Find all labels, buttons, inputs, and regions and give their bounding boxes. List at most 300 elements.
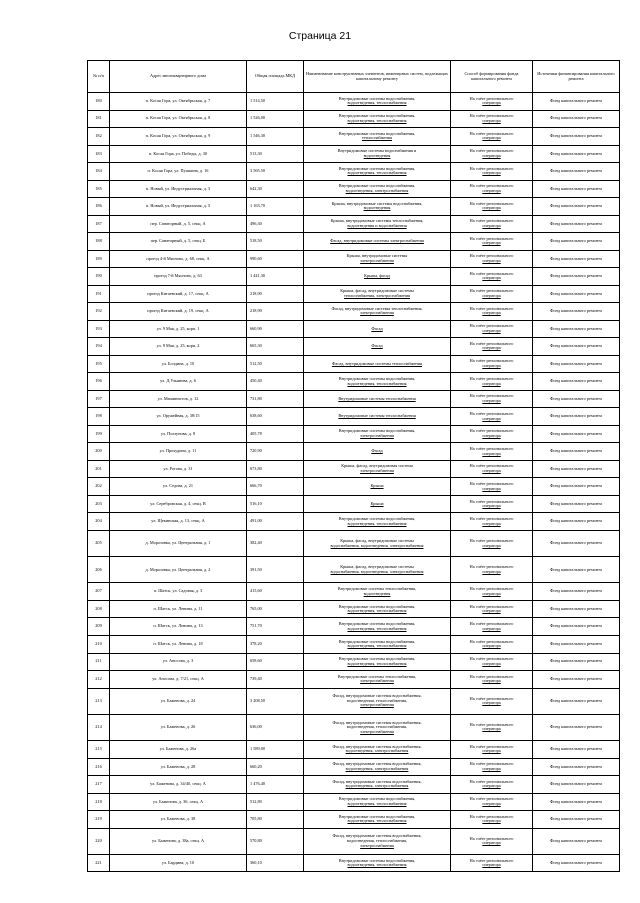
row-method [451,776,533,794]
row-method [451,268,533,286]
row-source: Фонд капитального ремонта [533,180,620,198]
row-number: 212 [88,671,110,689]
row-area: 660,20 [247,758,304,776]
row-number: 214 [88,714,110,740]
table-row [88,180,620,198]
works-line: Крыша, фасад, внутридомовые системы [340,537,414,543]
method-line: На счёте регионального [469,656,514,662]
row-number: 221 [88,854,110,872]
row-method [451,128,533,146]
table-row [88,268,620,286]
method-line: На счёте регионального [469,743,514,749]
row-source: Фонд капитального ремонта [533,776,620,794]
row-address: ул. Бардина, д. 10 [110,854,247,872]
method-line: оператора [482,135,501,141]
works-line: Фасад [371,325,383,331]
method-line: оператора [482,643,501,649]
row-address: п. Косая Гора, ул. Победы, д. 30 [110,145,247,163]
works-line: Внутридомовые системы водоснабжения, [338,375,416,381]
row-address: ул. Баженова, д. 34/40, секц. А [110,776,247,794]
method-line: На счёте регионального [469,638,514,644]
row-address: п. Новый, ул. Индустриальная, д. 5 [110,198,247,216]
row-number: 199 [88,425,110,443]
row-address: ул. Баженова, д. 24 [110,688,247,714]
works-line: водоотведения, теплоснабжения [347,100,407,106]
row-method [451,530,533,556]
row-number: 191 [88,285,110,303]
works-line: водоотведения, теплоснабжения [347,660,407,666]
works-line: Внутридомовые системы водоснабжения, [338,428,416,434]
method-line: На счёте регионального [469,393,514,399]
row-address: ул. Баженова, д. 38а, секц. А [110,828,247,854]
row-address: ул. Баженова, д. 26а [110,741,247,759]
row-method [451,303,533,321]
row-works [304,338,451,356]
row-works [304,828,451,854]
method-line: оператора [482,660,501,666]
row-works [304,163,451,181]
method-line: На счёте регионального [469,673,514,679]
row-area: 382,40 [247,530,304,556]
row-number: 195 [88,355,110,373]
works-line: теплоснабжения, электроснабжения [344,292,410,298]
row-number: 192 [88,303,110,321]
method-line: оператора [482,765,501,771]
method-line: оператора [482,398,501,404]
method-line: На счёте регионального [469,564,514,570]
row-works [304,110,451,128]
row-method [451,714,533,740]
table-row [88,408,620,426]
row-source: Фонд капитального ремонта [533,600,620,618]
row-source: Фонд капитального ремонта [533,557,620,583]
row-number: 193 [88,320,110,338]
method-line: На счёте регионального [469,375,514,381]
row-area: 1 526,00 [247,110,304,128]
row-area: 496,30 [247,215,304,233]
method-line: На счёте регионального [469,761,514,767]
row-method [451,408,533,426]
works-line: теплоснабжения [361,135,393,141]
row-area: 765,00 [247,600,304,618]
works-line: Внутридомовые системы теплоснабжения [338,413,416,419]
method-line: оператора [482,568,501,574]
row-source: Фонд капитального ремонта [533,671,620,689]
works-line: Внутридомовые системы водоснабжения и [337,148,417,154]
row-source: Фонд капитального ремонта [533,460,620,478]
row-source: Фонд капитального ремонта [533,93,620,111]
row-method [451,688,533,714]
row-works [304,557,451,583]
row-source: Фонд капитального ремонта [533,250,620,268]
row-number: 210 [88,636,110,654]
row-works [304,320,451,338]
works-line: водоотведения, электроснабжения [345,748,409,754]
table-row [88,793,620,811]
row-works [304,854,451,872]
row-works [304,688,451,714]
method-line: На счёте регионального [469,621,514,627]
works-line: водоотведения, теплоснабжения, [346,838,408,844]
row-works [304,443,451,461]
row-address: ул. 9 Мая, д. 25, корп. 1 [110,320,247,338]
method-line: оператора [482,222,501,228]
row-method [451,285,533,303]
row-address: ул. Щекинская, д. 13, секц. А [110,513,247,531]
row-source: Фонд капитального ремонта [533,443,620,461]
works-line: электроснабжения [360,257,394,263]
row-source: Фонд капитального ремонта [533,741,620,759]
row-works [304,583,451,601]
row-number: 203 [88,495,110,513]
works-line: электроснабжения [360,842,394,848]
works-line: Крыша [370,500,384,506]
row-method [451,828,533,854]
method-line: оператора [482,433,501,439]
method-line: оператора [482,170,501,176]
row-number: 220 [88,828,110,854]
row-number: 218 [88,793,110,811]
works-line: Внутридомовые системы водоснабжения, [338,656,416,662]
row-address: ул. Рогова, д. 31 [110,460,247,478]
row-method [451,741,533,759]
table-row [88,828,620,854]
table-row [88,811,620,829]
row-works [304,425,451,443]
row-method [451,180,533,198]
works-line: водоотведения [363,590,391,596]
method-line: оператора [482,608,501,614]
row-number: 208 [88,600,110,618]
method-line: На счёте регионального [469,721,514,727]
row-method [451,600,533,618]
row-number: 196 [88,373,110,391]
method-line: На счёте регионального [469,305,514,311]
works-line: электроснабжения [360,468,394,474]
table-row [88,741,620,759]
method-line: На счёте регионального [469,270,514,276]
works-line: Внутридомовые системы водоснабжения, [338,796,416,802]
method-line: оператора [482,187,501,193]
table-row [88,583,620,601]
works-line: Фасад, внутридомовые системы водоснабжения, [332,719,422,725]
row-source: Фонд капитального ремонта [533,714,620,740]
works-line: Фасад, внутридомовые системы теплоснабжения [331,360,423,366]
row-address: проезд 7-й Мясново, д. 63 [110,268,247,286]
row-number: 206 [88,557,110,583]
row-area: 636,00 [247,714,304,740]
header-address: Адрес многоквартирного дома [110,61,247,93]
method-line: На счёте регионального [469,235,514,241]
row-number: 209 [88,618,110,636]
row-works [304,495,451,513]
works-line: электроснабжения [360,702,394,708]
row-source: Фонд капитального ремонта [533,530,620,556]
row-works [304,714,451,740]
table-row [88,93,620,111]
method-line: оператора [482,862,501,868]
works-line: Крыша, внутридомовые системы водоснабжения, [331,200,423,206]
capital-repair-table [87,60,620,872]
works-line: Внутридомовые системы водоснабжения, [338,165,416,171]
row-area: 660,90 [247,320,304,338]
row-address: ул. Баженова, д. 36, секц. А [110,793,247,811]
row-source: Фонд капитального ремонта [533,233,620,251]
row-works [304,303,451,321]
method-line: На счёте регионального [469,218,514,224]
works-line: Фасад, внутридомовые системы водоснабжения, [332,778,422,784]
row-area: 512,50 [247,355,304,373]
row-number: 217 [88,776,110,794]
row-address: п. Косая Гора, ул. Октябрьская, д. 9 [110,128,247,146]
method-line: На счёте регионального [469,95,514,101]
header-method: Способ формирования фонда капитального ремонта [451,61,533,93]
row-number: 207 [88,583,110,601]
works-line: водоотведения, электроснабжения [345,783,409,789]
row-method [451,145,533,163]
table-row [88,495,620,513]
works-line: водоотведения, теплоснабжения [347,170,407,176]
table-row [88,688,620,714]
method-line: оператора [482,542,501,548]
method-line: На счёте регионального [469,603,514,609]
row-address: ул. Д.Ульянова, д. 6 [110,373,247,391]
table-row [88,303,620,321]
row-method [451,355,533,373]
row-number: 200 [88,443,110,461]
row-area: 1 441,30 [247,268,304,286]
row-address: пер. Санаторный, д. 5, секц. Б [110,233,247,251]
row-works [304,618,451,636]
row-number: 204 [88,513,110,531]
works-line: Внутридомовые системы теплоснабжения, [337,586,417,592]
table-row [88,530,620,556]
row-address: ул. Болдина, д. 10 [110,355,247,373]
method-line: оператора [482,840,501,846]
works-line: электроснабжения [360,678,394,684]
method-line: На счёте регионального [469,835,514,841]
works-line: Внутридомовые системы водоснабжения, [338,130,416,136]
method-line: На счёте регионального [469,253,514,259]
row-method [451,443,533,461]
works-line: Внутридомовые системы водоснабжения, [338,603,416,609]
method-line: оператора [482,327,501,333]
row-area: 450,40 [247,373,304,391]
row-method [451,513,533,531]
table-row [88,636,620,654]
works-line: водоотведения [363,152,391,158]
method-line: оператора [482,380,501,386]
row-number: 198 [88,408,110,426]
table-row [88,110,620,128]
row-source: Фонд капитального ремонта [533,478,620,496]
works-line: Внутридомовые системы водоснабжения, [338,638,416,644]
row-number: 197 [88,390,110,408]
row-number: 201 [88,460,110,478]
method-line: На счёте регионального [469,586,514,592]
row-method [451,163,533,181]
works-line: Крыша, внутридомовые системы теплоснабжения, [330,218,424,224]
row-source: Фонд капитального ремонта [533,583,620,601]
works-line: Крыша, фасад, внутридомовые системы [340,564,414,570]
row-address: ул. Прохудина, д. 11 [110,443,247,461]
works-line: Фасад, внутридомовые системы водоснабжения, [332,761,422,767]
row-source: Фонд капитального ремонта [533,653,620,671]
row-source: Фонд капитального ремонта [533,495,620,513]
table-row [88,163,620,181]
row-source: Фонд капитального ремонта [533,320,620,338]
header-number: № п/п [88,61,110,93]
method-line: На счёте регионального [469,857,514,863]
row-source: Фонд капитального ремонта [533,811,620,829]
row-number: 184 [88,163,110,181]
table-row [88,653,620,671]
works-line: Крыша, фасад, внутридомовые системы [340,288,414,294]
row-method [451,636,533,654]
table-row [88,854,620,872]
row-area: 378,20 [247,636,304,654]
works-line: водоотведения, теплоснабжения [347,380,407,386]
table-row [88,285,620,303]
row-method [451,373,533,391]
method-line: На счёте регионального [469,165,514,171]
row-works [304,355,451,373]
row-works [304,285,451,303]
row-works [304,128,451,146]
row-works [304,776,451,794]
works-line: Внутридомовые системы водоснабжения, [338,183,416,189]
method-line: оператора [482,700,501,706]
row-works [304,811,451,829]
header-area: Общая площадь МКД [247,61,304,93]
row-area: 1 546,30 [247,128,304,146]
row-address: ул. Ползунова, д. 8 [110,425,247,443]
method-line: оператора [482,450,501,456]
row-address: п. Шатск, ул. Ленина, д. 13 [110,618,247,636]
row-works [304,653,451,671]
row-address: ул. Седова, д. 21 [110,478,247,496]
method-line: оператора [482,275,501,281]
works-line: водоотведения, теплоснабжения [347,862,407,868]
works-line: Фасад [371,343,383,349]
row-works [304,268,451,286]
row-works [304,741,451,759]
works-line: водоотведения [363,205,391,211]
row-area: 3 565,50 [247,163,304,181]
method-line: На счёте регионального [469,410,514,416]
row-address: ул. Оружейная, д. 38/15 [110,408,247,426]
method-line: На счёте регионального [469,481,514,486]
row-area: 658,60 [247,653,304,671]
header-works: Наименование конструктивных элементов, инженерных систем, подлежащих капитальному ремонту [304,61,451,93]
table-row [88,373,620,391]
works-line: водоотведения, теплоснабжения [347,520,407,526]
works-line: Фасад [371,448,383,454]
works-line: Фасад, внутридомовые системы электроснабжения [330,238,424,244]
row-method [451,460,533,478]
works-line: Фасад, внутридомовые системы водоснабжения, [332,833,422,839]
works-line: Крыша [370,483,384,489]
table-body [88,93,620,872]
works-line: Внутридомовые системы теплоснабжения, [337,673,417,679]
row-address: ул. Машинистов, д. 12 [110,390,247,408]
row-works [304,671,451,689]
works-line: электроснабжения [360,433,394,439]
row-area: 990,60 [247,250,304,268]
row-method [451,478,533,496]
row-works [304,373,451,391]
method-line: На счёте регионального [469,516,514,522]
row-address: ул. 9 Мая, д. 25, корп. 2 [110,338,247,356]
method-line: оператора [482,625,501,631]
works-line: Внутридомовые системы водоснабжения, [338,813,416,819]
works-line: Крыша, фасад, внутридомовая система [341,463,413,469]
method-line: оператора [482,520,501,526]
row-address: ул. Серебровская, д. 4, секц. В [110,495,247,513]
row-area: 705,80 [247,811,304,829]
table-row [88,320,620,338]
row-address: ул. Баженова, д. 38 [110,811,247,829]
method-line: оператора [482,590,501,596]
works-line: Фасад, внутридомовые системы теплоснабжения, [331,305,423,311]
row-source: Фонд капитального ремонта [533,408,620,426]
row-address: п. Новый, ул. Индустриальная, д. 3 [110,180,247,198]
works-line: водоотведения, теплоснабжения [347,818,407,824]
row-method [451,338,533,356]
row-method [451,495,533,513]
row-source: Фонд капитального ремонта [533,110,620,128]
row-number: 205 [88,530,110,556]
row-area: 391,50 [247,557,304,583]
method-line: оператора [482,240,501,246]
works-line: Крыша, внутридомовые системы [346,253,408,259]
row-source: Фонд капитального ремонта [533,425,620,443]
works-line: Внутридомовые системы водоснабжения, [338,621,416,627]
method-line: На счёте регионального [469,796,514,802]
method-line: оператора [482,292,501,298]
row-works [304,530,451,556]
method-line: На счёте регионального [469,537,514,543]
row-number: 190 [88,268,110,286]
row-area: 731,80 [247,390,304,408]
table-row [88,250,620,268]
table-row [88,128,620,146]
row-source: Фонд капитального ремонта [533,758,620,776]
table-row [88,478,620,496]
method-line: оператора [482,748,501,754]
row-works [304,513,451,531]
row-method [451,198,533,216]
table-row [88,355,620,373]
row-works [304,408,451,426]
row-source: Фонд капитального ремонта [533,828,620,854]
row-source: Фонд капитального ремонта [533,338,620,356]
works-line: водоотведения и водоснабжения [347,222,407,228]
row-number: 187 [88,215,110,233]
row-number: 219 [88,811,110,829]
method-line: На счёте регионального [469,428,514,434]
row-source: Фонд капитального ремонта [533,854,620,872]
row-method [451,110,533,128]
table-row [88,714,620,740]
row-method [451,250,533,268]
row-method [451,425,533,443]
row-address: ул. Баженова, д. 28 [110,758,247,776]
row-area: 665,30 [247,338,304,356]
table-row [88,443,620,461]
method-line: оператора [482,152,501,158]
row-method [451,653,533,671]
